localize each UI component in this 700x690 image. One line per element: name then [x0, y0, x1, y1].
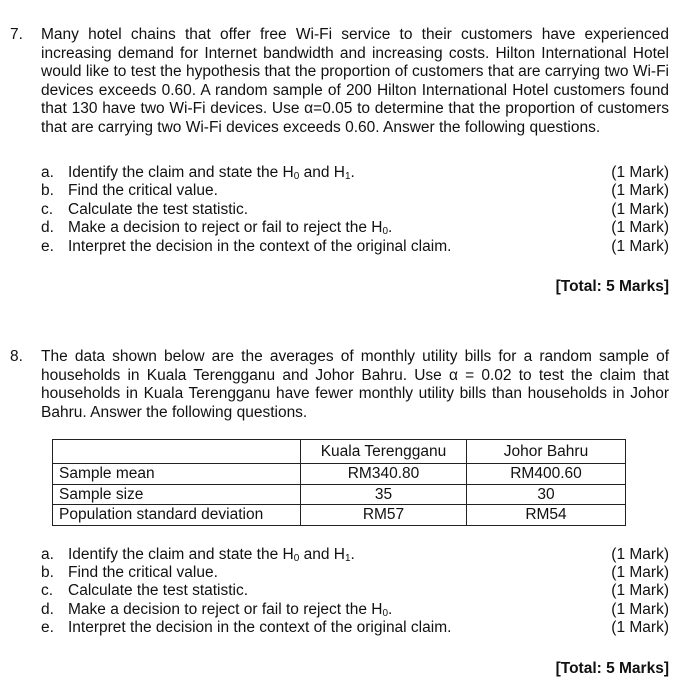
part-text: Identify the claim and state the $H_0$ and $H_1$.	[68, 164, 355, 182]
part-text: Make a decision to reject or fail to reject the $H_0$.	[68, 219, 393, 238]
table-cell: RM340.80	[301, 464, 467, 485]
part-mark: (1 Mark)	[611, 164, 669, 181]
part-mark: (1 Mark)	[611, 219, 669, 237]
table-cell: Population standard deviation	[53, 505, 301, 526]
question-text: The data shown below are the averages of monthly utility bills for a random sample of households in Kuala Terengganu and Johor Bahru. Use α = 0.02 to test the claim that households in Kuala Terengganu have fewer monthly utility bills than households in Johor Bahru. Answer the following questions.	[41, 348, 669, 421]
table-cell: RM57	[301, 505, 467, 526]
part-mark: (1 Mark)	[611, 582, 669, 600]
question-number: 7.	[10, 26, 23, 43]
part-text: Find the critical value.	[68, 563, 218, 581]
question-7	[0, 26, 700, 296]
part-e	[41, 619, 669, 637]
total-marks: [Total: 5 Marks]	[555, 660, 669, 678]
part-label: d.	[41, 600, 54, 618]
part-mark: (1 Mark)	[611, 563, 669, 581]
part-mark: (1 Mark)	[611, 200, 669, 218]
table-cell: 35	[301, 484, 467, 505]
question-parts	[41, 164, 669, 256]
table-cell: RM54	[467, 505, 626, 526]
part-b	[41, 564, 669, 582]
part-mark: (1 Mark)	[611, 545, 669, 563]
part-label: b.	[41, 182, 54, 200]
part-d	[41, 219, 669, 237]
table-row	[53, 484, 626, 505]
data-table	[52, 439, 626, 526]
table-header-row	[53, 440, 626, 464]
part-c	[41, 582, 669, 600]
part-text: Interpret the decision in the context of the original claim.	[68, 619, 452, 637]
table-row	[53, 505, 626, 526]
table-cell: 30	[467, 484, 626, 505]
part-label: e.	[41, 237, 54, 255]
part-text: Calculate the test statistic.	[68, 582, 249, 600]
part-label: a.	[41, 164, 54, 181]
part-mark: (1 Mark)	[611, 237, 669, 255]
table-cell: Sample mean	[53, 464, 301, 485]
part-text: Find the critical value.	[68, 182, 218, 200]
table-header-cell: Kuala Terengganu	[301, 440, 467, 464]
part-label: b.	[41, 563, 54, 581]
part-e	[41, 238, 669, 256]
question-parts	[41, 546, 669, 638]
table-row	[53, 464, 626, 485]
part-label: d.	[41, 219, 54, 237]
table-header-cell	[53, 440, 301, 464]
part-mark: (1 Mark)	[611, 619, 669, 637]
table-cell: RM400.60	[467, 464, 626, 485]
part-label: c.	[41, 200, 54, 218]
part-mark: (1 Mark)	[611, 600, 669, 618]
question-text: Many hotel chains that offer free Wi-Fi service to their customers have experienced increasing demand for Internet bandwidth and increasing costs. Hilton International Hotel would like to test the hypothesis that the proportion of customers that are carrying two Wi-Fi devices exceeds 0.60. A random sample of 200 Hilton International Hotel customers found that 130 have two Wi-Fi devices. Use α=0.05 to determine that the proportion of customers that are carrying two Wi-Fi devices exceeds 0.60. Answer the following questions.	[41, 26, 669, 136]
part-text: Make a decision to reject or fail to reject the $H_0$.	[68, 600, 393, 619]
question-8	[0, 348, 700, 679]
part-text: Calculate the test statistic.	[68, 200, 249, 218]
part-text: Interpret the decision in the context of the original claim.	[68, 237, 452, 255]
part-text: Identify the claim and state the $H_0$ and $H_1$.	[68, 545, 355, 564]
part-label: e.	[41, 619, 54, 637]
part-a	[41, 546, 669, 564]
part-mark: (1 Mark)	[611, 182, 669, 200]
question-number: 8.	[10, 348, 23, 365]
part-a	[41, 164, 669, 182]
table-header-cell: Johor Bahru	[467, 440, 626, 464]
part-label: a.	[41, 545, 54, 563]
part-label: c.	[41, 582, 54, 600]
part-d	[41, 601, 669, 619]
part-b	[41, 182, 669, 200]
part-c	[41, 201, 669, 219]
total-marks: [Total: 5 Marks]	[555, 277, 669, 295]
table-cell: Sample size	[53, 484, 301, 505]
